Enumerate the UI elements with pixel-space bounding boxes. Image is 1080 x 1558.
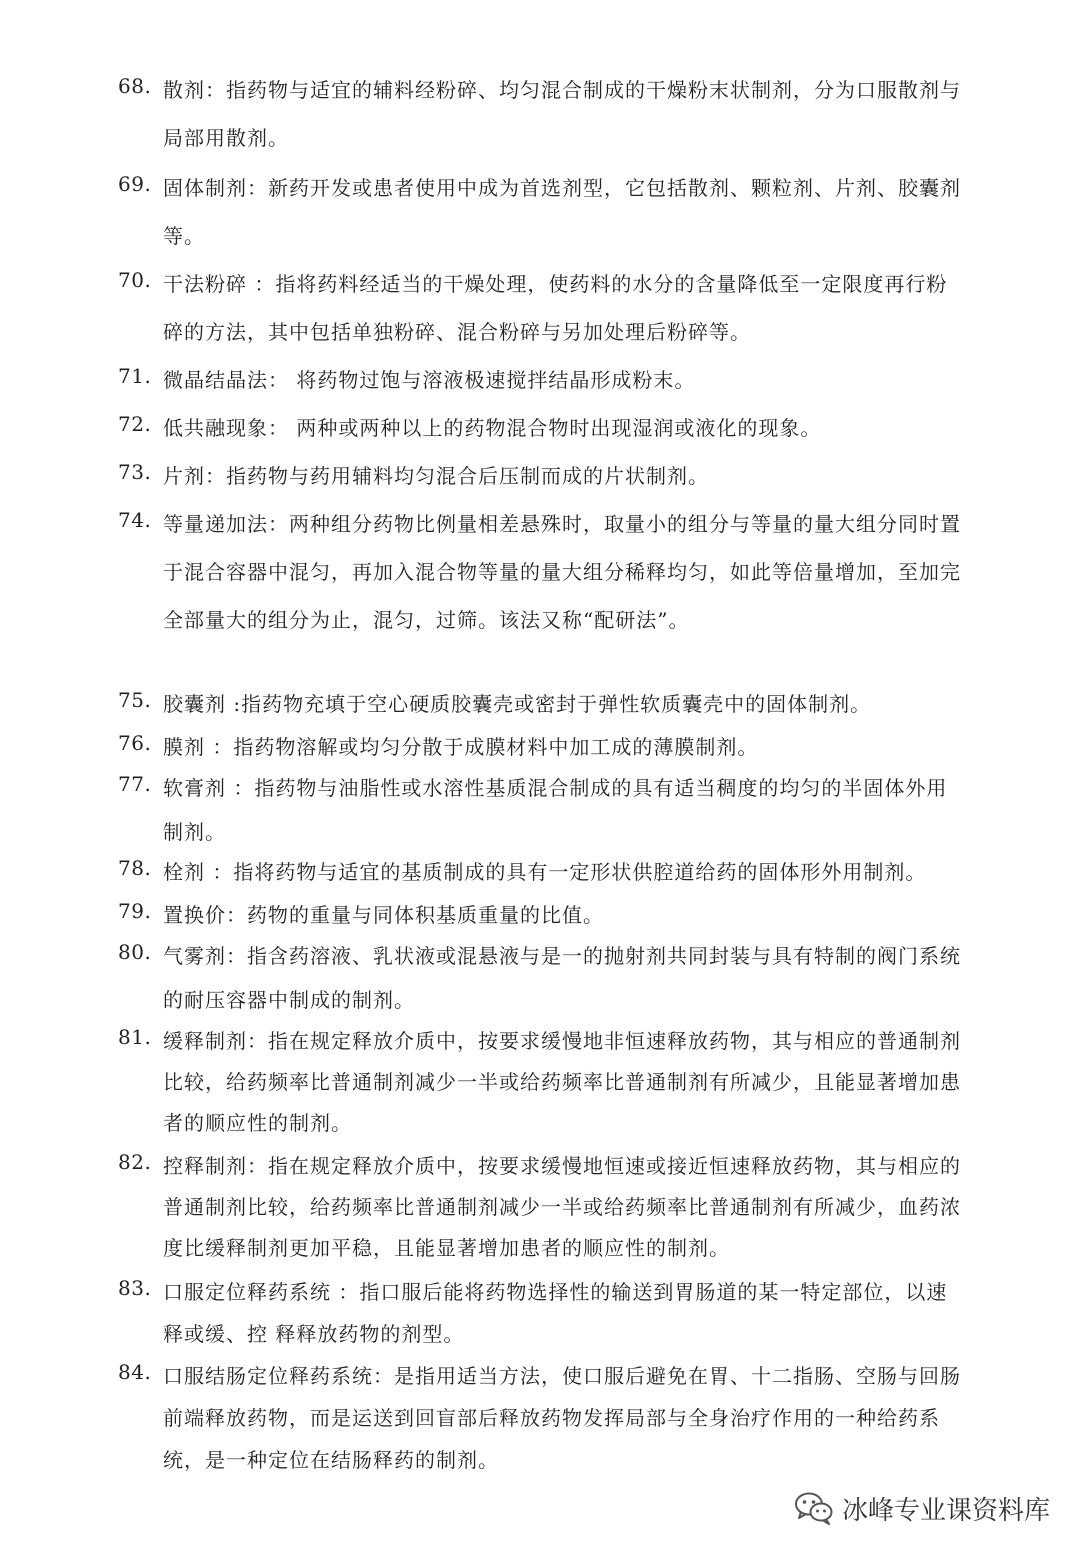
entry-line: 微晶结晶法： 将药物过饱与溶液极速搅拌结晶形成粉末。 <box>163 368 696 392</box>
entry-number: 72. <box>118 412 152 436</box>
entry-number: 73. <box>118 460 152 484</box>
entry-number: 70. <box>118 268 152 292</box>
entry-line: 干法粉碎 ：指将药料经适当的干燥处理，使药料的水分的含量降低至一定限度再行粉 <box>163 272 948 296</box>
entry-line: 散剂：指药物与适宜的辅料经粉碎、均匀混合制成的干燥粉末状制剂，分为口服散剂与 <box>163 78 961 102</box>
entry-number: 71. <box>118 364 152 388</box>
entry-number: 76. <box>118 731 152 755</box>
entry-line: 口服结肠定位释药系统：是指用适当方法，使口服后避免在胃、十二指肠、空肠与回肠 <box>163 1364 961 1388</box>
entry-line: 前端释放药物，而是运送到回盲部后释放药物发挥局部与全身治疗作用的一种给药系 <box>163 1406 940 1430</box>
entry-line: 释或缓、控 释释放药物的剂型。 <box>163 1322 465 1346</box>
entry-number: 82. <box>118 1150 152 1174</box>
entry-number: 83. <box>118 1276 152 1300</box>
entry-line: 于混合容器中混匀，再加入混合物等量的量大组分稀释均匀，如此等倍量增加，至加完 <box>163 560 961 584</box>
entry-line: 的耐压容器中制成的制剂。 <box>163 988 415 1012</box>
entry-number: 79. <box>118 899 152 923</box>
entry-line: 固体制剂：新药开发或患者使用中成为首选剂型，它包括散剂、颗粒剂、片剂、胶囊剂 <box>163 176 961 200</box>
entry-number: 81. <box>118 1025 152 1049</box>
entry-line: 比较，给药频率比普通制剂减少一半或给药频率比普通制剂有所减少，且能显著增加患 <box>163 1070 961 1094</box>
entry-line: 低共融现象： 两种或两种以上的药物混合物时出现湿润或液化的现象。 <box>163 416 822 440</box>
entry-line: 控释制剂：指在规定释放介质中，按要求缓慢地恒速或接近恒速释放药物，其与相应的 <box>163 1154 961 1178</box>
entry-line: 度比缓释制剂更加平稳，且能显著增加患者的顺应性的制剂。 <box>163 1236 730 1260</box>
entry-line: 者的顺应性的制剂。 <box>163 1111 352 1135</box>
entry-line: 置换价：药物的重量与同体积基质重量的比值。 <box>163 903 604 927</box>
entry-line: 等量递加法：两种组分药物比例量相差悬殊时，取量小的组分与等量的量大组分同时置 <box>163 512 961 536</box>
entry-number: 77. <box>118 772 152 796</box>
entry-line: 膜剂 ：指药物溶解或均匀分散于成膜材料中加工成的薄膜制剂。 <box>163 735 759 759</box>
entry-line: 统，是一种定位在结肠释药的制剂。 <box>163 1448 499 1472</box>
entry-number: 84. <box>118 1360 152 1384</box>
wechat-icon <box>794 1490 834 1526</box>
entry-number: 69. <box>118 172 152 196</box>
entry-line: 软膏剂 ：指药物与油脂性或水溶性基质混合制成的具有适当稠度的均匀的半固体外用 <box>163 776 948 800</box>
entry-line: 胶囊剂 :指药物充填于空心硬质胶囊壳或密封于弹性软质囊壳中的固体制剂。 <box>163 692 872 716</box>
entry-line: 栓剂 ：指将药物与适宜的基质制成的具有一定形状供腔道给药的固体形外用制剂。 <box>163 860 927 884</box>
entry-line: 制剂。 <box>163 820 226 844</box>
entry-number: 68. <box>118 74 152 98</box>
entry-number: 80. <box>118 940 152 964</box>
entry-line: 局部用散剂。 <box>163 126 289 150</box>
entry-line: 等。 <box>163 224 205 248</box>
entry-line: 缓释制剂：指在规定释放介质中，按要求缓慢地非恒速释放药物，其与相应的普通制剂 <box>163 1029 961 1053</box>
entry-line: 全部量大的组分为止，混匀，过筛。该法又称“配研法”。 <box>163 608 690 632</box>
entry-number: 74. <box>118 508 152 532</box>
entry-line: 片剂：指药物与药用辅料均匀混合后压制而成的片状制剂。 <box>163 464 709 488</box>
watermark-text: 冰峰专业课资料库 <box>841 1495 1050 1526</box>
entry-number: 78. <box>118 856 152 880</box>
entry-line: 口服定位释药系统 ：指口服后能将药物选择性的输送到胃肠道的某一特定部位，以速 <box>163 1280 948 1304</box>
watermark <box>794 1488 1050 1528</box>
entry-number: 75. <box>118 688 152 712</box>
entry-line: 气雾剂：指含药溶液、乳状液或混悬液与是一的抛射剂共同封装与具有特制的阀门系统 <box>163 944 961 968</box>
entry-line: 普通制剂比较，给药频率比普通制剂减少一半或给药频率比普通制剂有所减少，血药浓 <box>163 1195 961 1219</box>
entry-line: 碎的方法，其中包括单独粉碎、混合粉碎与另加处理后粉碎等。 <box>163 320 751 344</box>
